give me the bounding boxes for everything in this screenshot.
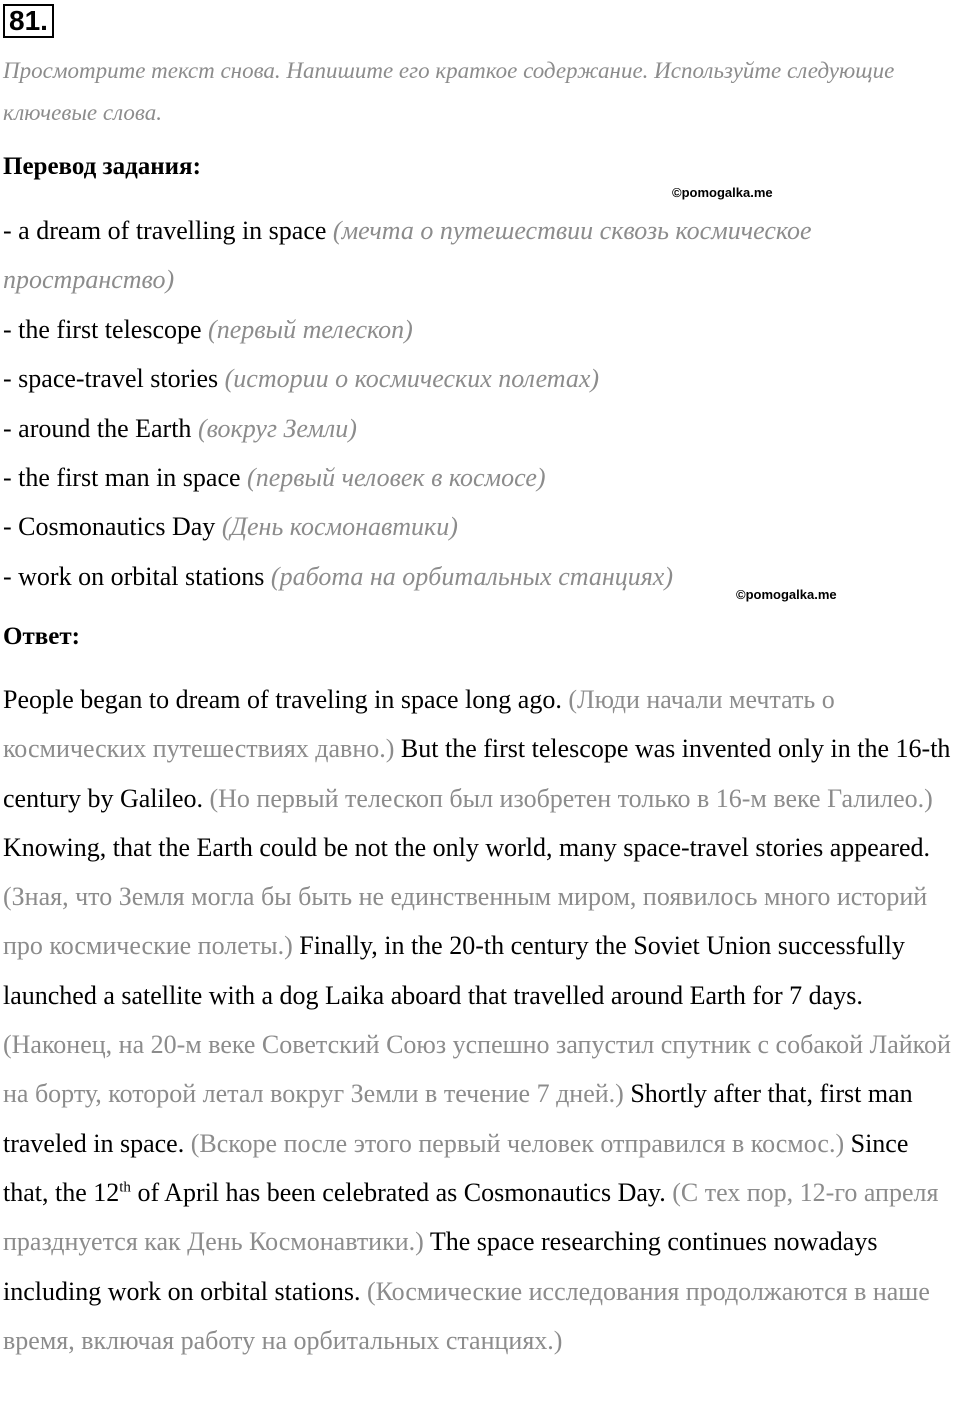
- keyword-ru: (первый телескоп): [208, 314, 413, 344]
- answer-sentence-ru: (Вскоре после этого первый человек отправился в космос.): [190, 1128, 845, 1158]
- answer-sentence-en: The space researching continues nowadays including work on orbital stations.: [3, 1227, 878, 1306]
- keyword-en: - the first telescope: [3, 314, 202, 344]
- answer-sentence-en: People began to dream of traveling in space long ago.: [3, 685, 562, 714]
- keyword-en: - the first man in space: [3, 463, 241, 493]
- keyword-en: - space-travel stories: [3, 364, 219, 394]
- answer-sentence-en: But the first telescope was invented only in the 16-th century by Galileo.: [3, 734, 951, 813]
- keyword-item: [3, 206, 933, 305]
- ordinal-suffix: th: [119, 1179, 131, 1196]
- answer-sentence-en: Shortly after that, first man traveled in space.: [3, 1079, 913, 1158]
- keyword-ru: (День космонавтики): [221, 512, 458, 542]
- answer-text: [3, 675, 958, 1365]
- answer-sentence-en: of April has been celebrated as Cosmonautics Day.: [137, 1177, 666, 1207]
- keyword-ru: (мечта о путешествии сквозь космическое пространство): [3, 216, 812, 295]
- answer-sentence-ru: (Космические исследования продолжаются в наше время, включая работу на орбитальных станциях.): [3, 1276, 930, 1355]
- answer-sentence-en: Since that, the 12: [3, 1128, 909, 1207]
- answer-sentence-ru: (Наконец, на 20-м веке Советский Союз успешно запустил спутник с собакой Лайкой на борту, которой летал вокруг Земли в течение 7 дней.): [3, 1030, 951, 1109]
- keyword-ru: (первый человек в космосе): [247, 463, 546, 493]
- keyword-item: [3, 453, 933, 502]
- answer-sentence-ru: (С тех пор, 12-го апреля празднуется как День Космонавтики.): [3, 1177, 939, 1257]
- keyword-list: [3, 206, 933, 601]
- keyword-en: - work on orbital stations: [3, 561, 265, 591]
- keyword-en: - Cosmonautics Day: [3, 512, 216, 542]
- keyword-ru: (работа на орбитальных станциях): [270, 561, 674, 591]
- answer-heading: Ответ:: [3, 623, 80, 650]
- answer-sentence-en: Knowing, that the Earth could be not the only world, many space-travel stories appeared.: [3, 832, 931, 862]
- keyword-en: - around the Earth: [3, 413, 192, 443]
- keyword-ru: (вокруг Земли): [197, 413, 357, 443]
- watermark-bottom: ©pomogalka.me: [736, 587, 837, 602]
- keyword-item: [3, 354, 933, 403]
- keyword-item: [3, 404, 933, 453]
- keyword-item: [3, 305, 933, 354]
- answer-sentence-ru: (Зная, что Земля могла бы быть не единственным миром, появилось много историй про космические полеты.): [3, 882, 928, 961]
- task-instruction: Просмотрите текст снова. Напишите его краткое содержание. Используйте следующие ключевые слова.: [3, 58, 895, 125]
- watermark-top: ©pomogalka.me: [672, 185, 773, 200]
- answer-sentence-ru: (Люди начали мечтать о космических путешествиях давно.): [3, 685, 835, 764]
- keyword-item: [3, 502, 933, 551]
- answer-sentence-ru: (Но первый телескоп был изобретен только в 16-м веке Галилео.): [209, 783, 933, 813]
- answer-sentence-en: Finally, in the 20-th century the Soviet Union successfully launched a satellite with a dog Laika aboard that travelled around Earth for 7 days.: [3, 931, 905, 1010]
- keyword-en: - a dream of travelling in space: [3, 216, 327, 245]
- keyword-ru: (истории о космических полетах): [224, 364, 600, 394]
- task-number: 81.: [3, 4, 54, 38]
- translation-heading: Перевод задания:: [3, 153, 201, 180]
